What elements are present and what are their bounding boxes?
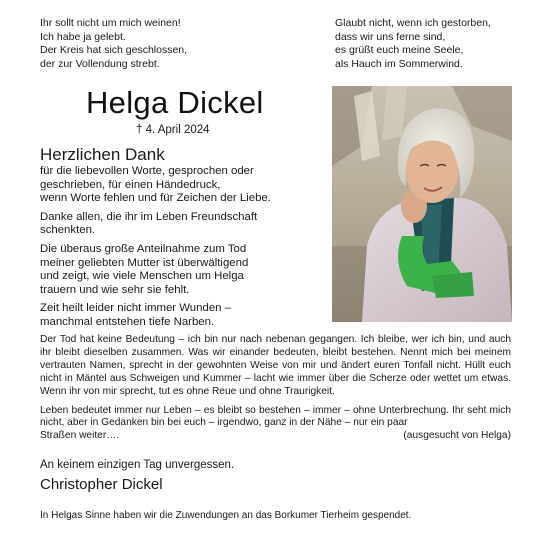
thanks-line: schenkten.	[40, 224, 96, 237]
thanks-text	[40, 165, 330, 335]
poem-left-line: Ich habe ja gelebt.	[40, 30, 126, 43]
prose-paragraph-2	[40, 405, 511, 431]
thanks-line: für die liebevollen Worte, gesprochen oder	[40, 165, 254, 177]
thanks-line: geschrieben, für einen Händedruck,	[40, 178, 221, 191]
poem-right-line: Glaubt nicht, wenn ich gestorben,	[335, 17, 491, 29]
portrait-photo	[332, 86, 512, 322]
poem-left-line: Der Kreis hat sich geschlossen,	[40, 44, 188, 57]
poem-right	[335, 17, 491, 71]
thanks-line: und zeigt, wie viele Menschen um Helga	[40, 270, 244, 283]
prose-paragraph-2-text: Leben bedeutet immer nur Leben – es bleibt so bestehen – immer – ohne Unterbrechung. Ihr seht mich nicht, aber in Gedanken bin bei euch – irgendwo, ganz in der Nähe – nur ein paar	[40, 404, 511, 429]
thanks-heading: Herzlichen Dank	[40, 145, 165, 164]
thanks-paragraph	[40, 165, 330, 206]
prose-paragraph-2-end: Straßen weiter….	[40, 430, 120, 442]
poem-prose	[40, 334, 511, 443]
thanks-paragraph	[40, 302, 330, 329]
thanks-line: Zeit heilt leider nicht immer Wunden –	[40, 302, 231, 315]
signer-name: Christopher Dickel	[40, 476, 163, 493]
prose-last-line	[40, 430, 511, 443]
closing-line: An keinem einzigen Tag unvergessen.	[40, 459, 235, 471]
thanks-line: trauern und wie sehr sie fehlt.	[40, 283, 190, 296]
poem-right-line: dass wir uns ferne sind,	[335, 30, 446, 43]
poem-left	[40, 17, 187, 71]
poem-left-line: Ihr sollt nicht um mich weinen!	[40, 17, 181, 29]
thanks-paragraph	[40, 211, 330, 238]
death-date: † 4. April 2024	[136, 124, 210, 136]
thanks-line: manchmal entstehen tiefe Narben.	[40, 315, 215, 328]
prose-paragraph-1: Der Tod hat keine Bedeutung – ich bin nur nach nebenan gegangen. Ich bleibe, wer ich bin, und auch ihr bleibt dieselben zusammen. Was wir einander bedeuten, bleibt bestehen. Nennt mich bei meinem vertrauten Namen, sprecht in der gewohnten Weise von mir und ändert euren Tonfall nicht. Hüllt euch nicht in Mäntel aus Schweigen und Kummer – lacht wie immer über die Scherze oder wettet um etwas. Wenn ihr von mir sprecht, tut es ohne Reue und ohne Traurigkeit.	[40, 334, 511, 397]
poem-right-line: es grüßt euch meine Seele,	[335, 44, 464, 57]
poem-right-line: als Hauch im Sommerwind.	[335, 57, 463, 70]
selected-by-note: (ausgesucht von Helga)	[403, 430, 511, 442]
poem-left-line: der zur Vollendung strebt.	[40, 57, 160, 70]
thanks-line: Danke allen, die ihr im Leben Freundschaft	[40, 210, 258, 223]
thanks-paragraph	[40, 243, 330, 297]
thanks-line: wenn Worte fehlen und für Zeichen der Liebe.	[40, 192, 271, 205]
thanks-line: Die überaus große Anteilnahme zum Tod	[40, 242, 247, 255]
deceased-name: Helga Dickel	[86, 85, 264, 120]
donation-note: In Helgas Sinne haben wir die Zuwendungen an das Borkumer Tierheim gespendet.	[40, 510, 412, 521]
thanks-line: meiner geliebten Mutter ist überwältigend	[40, 256, 249, 269]
